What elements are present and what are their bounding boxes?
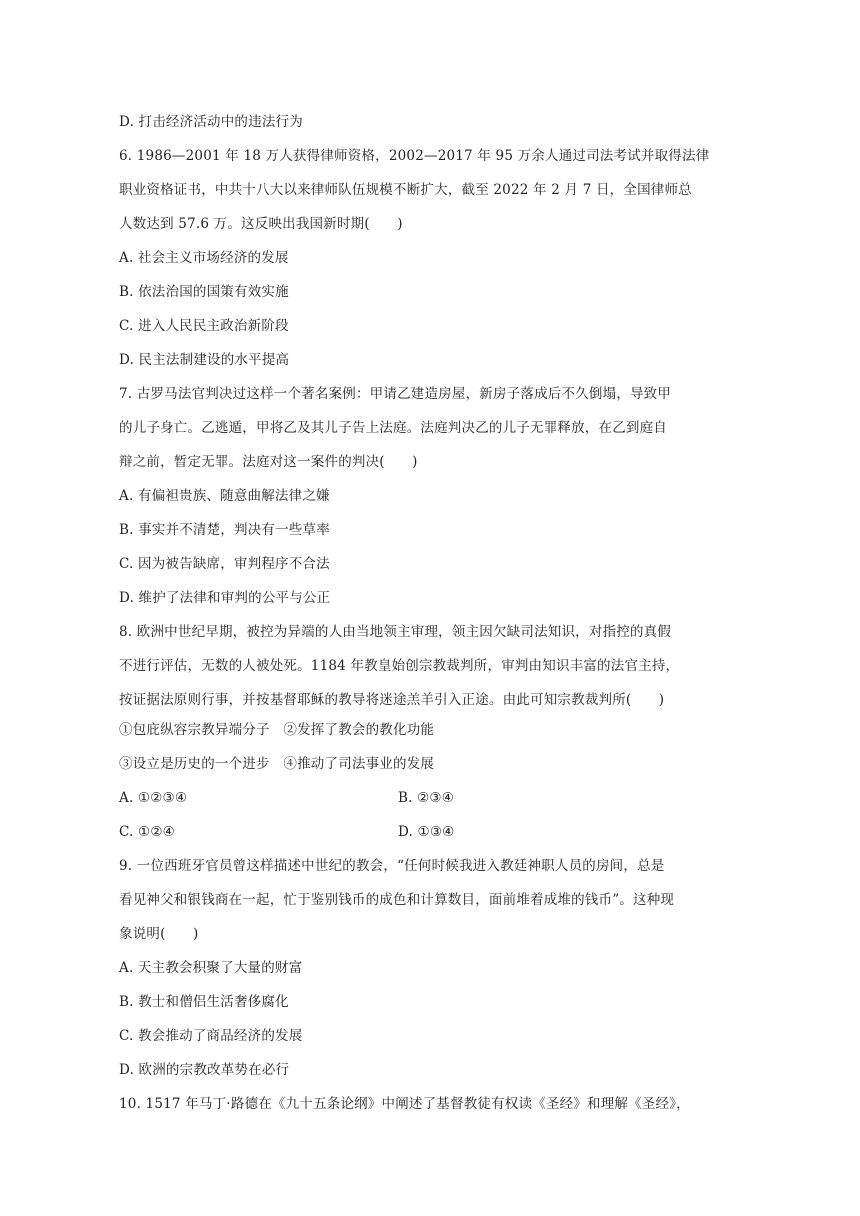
q8-option-a: A. ①②③④ [119,790,188,806]
q8-option-d: D. ①③④ [398,824,455,840]
q6-option-c: C. 进入人民民主政治新阶段 [119,318,289,334]
q6-option-d: D. 民主法制建设的水平提高 [119,352,290,368]
q8-stem-line-2: 不进行评估，无数的人被处死。1184 年教皇始创宗教裁判所，审判由知识丰富的法官主持， [119,658,680,674]
q8-option-c: C. ①②④ [119,824,175,840]
q7-option-a: A. 有偏袒贵族、随意曲解法律之嫌 [119,488,330,504]
q8-statements-3-4: ③设立是历史的一个进步 ④推动了司法事业的发展 [119,756,435,772]
q7-option-c: C. 因为被告缺席，审判程序不合法 [119,556,330,572]
q8-stem-line-3: 按证据法原则行事，并按基督耶稣的教导将迷途羔羊引入正途。由此可知宗教裁判所( ) [119,692,665,708]
q9-stem-line-1: 9. 一位西班牙官员曾这样描述中世纪的教会，“任何时候我进入教廷神职人员的房间，总是 [119,858,665,874]
q9-option-d: D. 欧洲的宗教改革势在必行 [119,1062,290,1078]
q8-option-b: B. ②③④ [398,790,455,806]
q9-option-c: C. 教会推动了商品经济的发展 [119,1028,303,1044]
q6-stem-line-3: 人数达到 57.6 万。这反映出我国新时期( ) [119,216,403,232]
q6-stem-line-2: 职业资格证书，中共十八大以来律师队伍规模不断扩大，截至 2022 年 2 月 7 日，全国律师总 [119,182,692,198]
q5-option-d: D. 打击经济活动中的违法行为 [119,114,303,130]
q6-stem-line-1: 6. 1986—2001 年 18 万人获得律师资格，2002—2017 年 95 万余人通过司法考试并取得法律 [119,148,710,164]
q9-option-a: A. 天主教会积聚了大量的财富 [119,960,303,976]
q8-stem-line-1: 8. 欧洲中世纪早期，被控为异端的人由当地领主审理，领主因欠缺司法知识，对指控的真假 [119,624,672,640]
q6-option-b: B. 依法治国的国策有效实施 [119,284,289,300]
q7-option-d: D. 维护了法律和审判的公平与公正 [119,590,331,606]
q8-statements-1-2: ①包庇纵容宗教异端分子 ②发挥了教会的教化功能 [119,722,435,738]
q9-stem-line-2: 看见神父和银钱商在一起，忙于鉴别钱币的成色和计算数目，面前堆着成堆的钱币”。这种现 [119,892,675,908]
q7-option-b: B. 事实并不清楚，判决有一些草率 [119,522,330,538]
q9-option-b: B. 教士和僧侣生活奢侈腐化 [119,994,289,1010]
q7-stem-line-2: 的儿子身亡。乙逃遁，甲将乙及其儿子告上法庭。法庭判决乙的儿子无罪释放，在乙到庭自 [119,420,667,436]
q7-stem-line-3: 辩之前，暂定无罪。法庭对这一案件的判决( ) [119,454,418,470]
q7-stem-line-1: 7. 古罗马法官判决过这样一个著名案例：甲请乙建造房屋，新房子落成后不久倒塌，导致甲 [119,386,672,402]
q9-stem-line-3: 象说明( ) [119,926,199,942]
q6-option-a: A. 社会主义市场经济的发展 [119,250,289,266]
q10-stem-line-1: 10. 1517 年马丁·路德在《九十五条论纲》中阐述了基督教徒有权读《圣经》和理解《圣经》， [119,1096,690,1112]
